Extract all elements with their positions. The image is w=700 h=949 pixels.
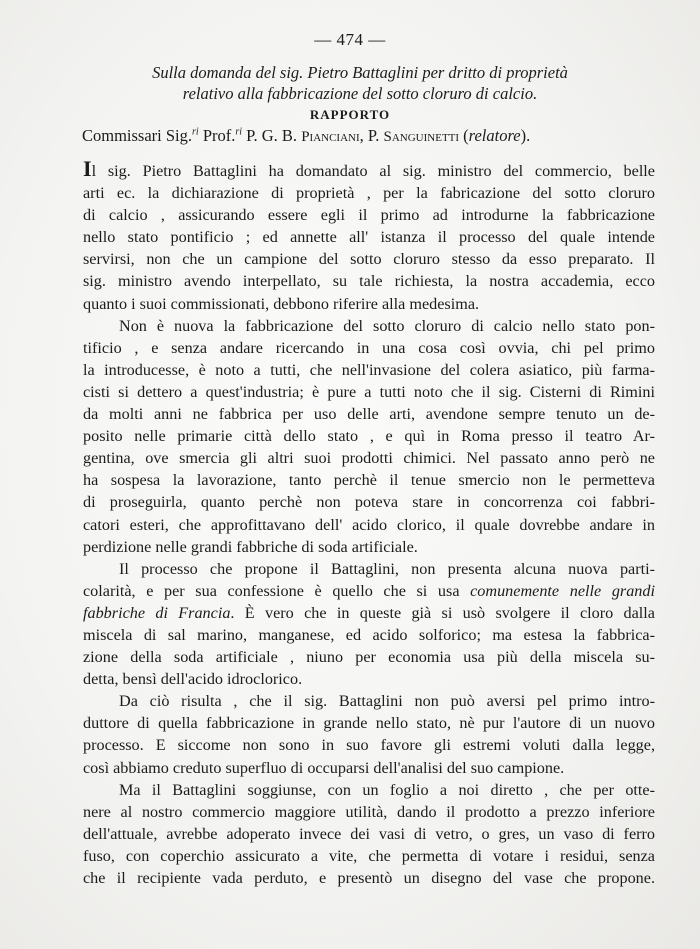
text-line: ha sospesa la lavorazione, tanto perchè il tenue smercio non le permetteva — [83, 471, 655, 490]
text-line: dell'attuale, avrebbe adoperato invece dei vasi di vetro, o gres, un vaso di ferro — [83, 824, 655, 843]
text-line: nello stato pontificio ; ed annette all' istanza il processo del quale intende — [83, 228, 655, 247]
text-line: così abbiamo creduto superfluo di occuparsi dell'analisi del suo campione. — [83, 758, 565, 777]
text-line: Ma il Battaglini soggiunse, con un foglio a noi diretto , che per otte- — [119, 780, 655, 799]
text-line: posito nelle primarie città dello stato , e quì in Roma presso il teatro Ar- — [83, 427, 655, 446]
text-line: quanto i suoi commissionati, debbono riferire alla medesima. — [83, 294, 480, 313]
commissioners-line — [82, 126, 652, 146]
paragraph — [83, 558, 655, 691]
text-line: da molti anni ne fabbrica per uso delle arti, avendone sempre tenuto un de- — [83, 405, 655, 424]
paragraph — [83, 779, 655, 889]
separator: , P. — [359, 126, 384, 145]
prof-label: Prof. — [198, 126, 236, 145]
text-line: zione della soda artificiale , niuno per economia usa più della miscela su- — [83, 648, 655, 667]
italic-text: fabbriche di Francia — [83, 603, 231, 622]
line-text: colarità, e per sua confessione è quello che si usa — [83, 581, 471, 600]
report-title — [80, 62, 640, 104]
text-line: gentina, ove smercia gli altri suoi prodotti chimici. Nel passato anno però ne — [83, 449, 655, 468]
text-line: la introducesse, è noto a tutti, che nell'invasione del colera asiatico, più farma- — [83, 360, 655, 379]
line-text: . È vero che in queste già si usò svolgere il cloro dalla — [230, 603, 655, 622]
page-number: — 474 — — [314, 30, 386, 49]
paren: ( — [459, 126, 469, 145]
commissioner-name: Sanguinetti — [383, 129, 460, 145]
commissioner-name: Pianciani — [301, 129, 360, 145]
title-line-2: relativo alla fabbricazione del sotto cloruro di calcio. — [182, 84, 538, 103]
text-line: Il processo che propone il Battaglini, non presenta alcuna nuova parti- — [119, 559, 655, 578]
text-line: detta, bensì dell'acido idroclorico. — [83, 670, 303, 689]
role: relatore — [468, 126, 521, 145]
text-line: di proseguirla, quanto perchè non poteva stare in concorrenza coi fabbri- — [83, 493, 655, 512]
line-text: l sig. Pietro Battaglini ha domandato al sig. ministro del commercio, belle — [91, 162, 655, 180]
text-line: processo. E siccome non sono in suo favore gli estremi voluti dalla legge, — [83, 736, 655, 755]
commissari-prefix: Commissari Sig. — [82, 126, 193, 145]
text-line: di calcio , assicurando essere egli il primo ad introdurne la fabbricazione — [83, 206, 655, 225]
text-line: Da ciò risulta , che il sig. Battaglini non può aversi pel primo intro- — [119, 692, 655, 711]
text-line: perdizione nelle grandi fabbriche di soda artificiale. — [83, 537, 418, 556]
text-line: tificio , e senza andare ricercando in una cosa così ovvia, chi pel primo — [83, 338, 655, 357]
text-line: duttore di quella fabbricazione in grande nello stato, nè pur l'autore di un nuovo — [83, 714, 655, 733]
body-text — [83, 156, 655, 889]
text-line: Non è nuova la fabbricazione del sotto cloruro di calcio nello stato pon- — [119, 316, 655, 335]
initials: P. G. B. — [242, 126, 302, 145]
superscript: ri — [235, 126, 243, 138]
text-line: servirsi, non che un campione del sotto cloruro stesso da esso preparato. Il — [83, 250, 655, 269]
drop-cap: I — [83, 156, 92, 181]
text-line: fuso, con coperchio assicurato a vite, che permetta di votare i residui, senza — [83, 846, 655, 865]
paragraph — [83, 690, 655, 778]
italic-text: comunemente nelle grandi — [470, 581, 655, 600]
paren: ). — [520, 126, 531, 145]
title-line-1: Sulla domanda del sig. Pietro Battaglini per dritto di proprietà — [152, 63, 568, 82]
section-heading: RAPPORTO — [309, 107, 391, 122]
text-line — [83, 602, 655, 624]
text-line: cisti si dettero a quest'industria; è pure a tutti noto che il sig. Cisterni di Rimini — [83, 382, 655, 401]
text-line — [83, 156, 655, 182]
text-line: nere al nostro commercio maggiore utilità, dando il prodotto a prezzo inferiore — [83, 802, 655, 821]
text-line: sig. ministro avendo interpellato, su tale richiesta, la nostra accademia, ecco — [83, 272, 655, 291]
text-line: miscela di sal marino, manganese, ed acido solforico; ma estesa la fabbrica- — [83, 625, 655, 644]
superscript: ri — [192, 126, 199, 138]
text-line: che il recipiente vada perduto, e presentò un disegno del vase che propone. — [83, 869, 655, 887]
text-line — [83, 580, 655, 602]
text-line: arti ec. la dichiarazione di proprietà , per la fabricazione del sotto cloruro — [83, 184, 655, 203]
paragraph — [83, 315, 655, 558]
text-line: catori esteri, che approfittavano dell' acido clorico, il quale dovrebbe andare in — [83, 515, 655, 534]
paragraph — [83, 156, 655, 315]
